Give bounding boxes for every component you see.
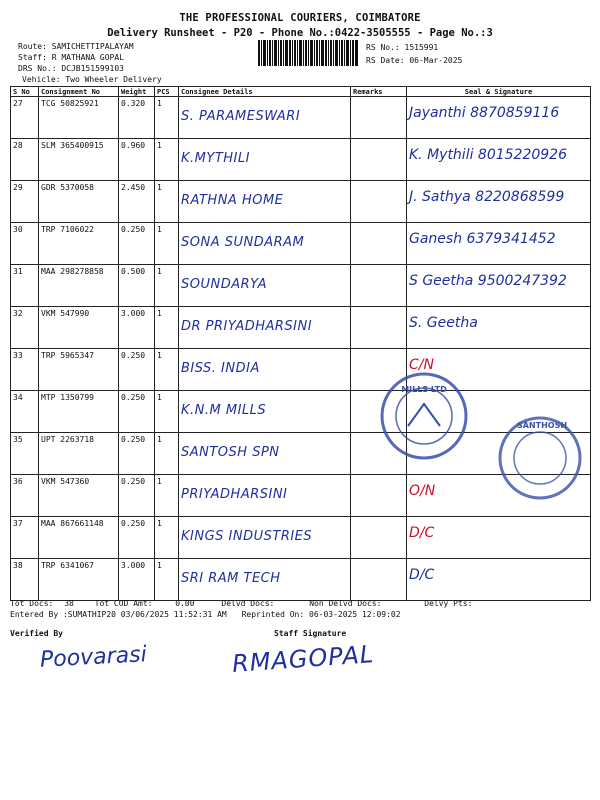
consignee-handwriting: DR PRIYADHARSINI (181, 319, 313, 334)
consignee-cell (179, 223, 351, 265)
consignee-handwriting: S. PARAMESWARI (181, 109, 301, 124)
meta-right (366, 41, 462, 67)
consignment-cell: TRP 7106022 (39, 223, 119, 265)
weight-cell: 0.250 (119, 517, 155, 559)
table-header-row (11, 87, 591, 97)
nondelvd-label: Non Delvd Docs: (309, 599, 382, 608)
sno-cell: 34 (11, 391, 39, 433)
signature-cell (407, 139, 591, 181)
remarks-cell (351, 181, 407, 223)
sno-cell: 30 (11, 223, 39, 265)
sno-cell: 27 (11, 97, 39, 139)
sno-cell: 33 (11, 349, 39, 391)
consignee-cell (179, 391, 351, 433)
pcs-cell: 1 (155, 223, 179, 265)
signature-handwriting: O/N (409, 483, 436, 499)
sno-cell: 28 (11, 139, 39, 181)
table-row (11, 223, 591, 265)
cod-amount: 0.00 (175, 599, 195, 608)
signature-handwriting: Ganesh 6379341452 (409, 231, 556, 247)
consignee-handwriting: SRI RAM TECH (181, 571, 281, 586)
table-row (11, 265, 591, 307)
col-header: Consignment No (39, 87, 119, 97)
sno-cell: 31 (11, 265, 39, 307)
weight-cell: 0.250 (119, 433, 155, 475)
remarks-cell (351, 223, 407, 265)
cod-label: Tot COD Amt: (94, 599, 153, 608)
entry-row (10, 609, 590, 620)
pcs-cell: 1 (155, 139, 179, 181)
consignment-cell: TRP 6341067 (39, 559, 119, 601)
drs-number: DRS No.: DCJB151599103 (18, 64, 124, 73)
consignee-handwriting: PRIYADHARSINI (181, 487, 288, 502)
consignee-handwriting: K.MYTHILI (181, 151, 250, 166)
remarks-cell (351, 475, 407, 517)
stamp-text: MILLS LTD (401, 385, 447, 394)
pcs-cell: 1 (155, 97, 179, 139)
signature-cell (407, 223, 591, 265)
pcs-cell: 1 (155, 433, 179, 475)
consignee-cell (179, 97, 351, 139)
table-row (11, 139, 591, 181)
vehicle: Vehicle: Two Wheeler Delivery (22, 75, 162, 84)
table-row (11, 349, 591, 391)
signature-cell (407, 517, 591, 559)
pcs-cell: 1 (155, 475, 179, 517)
remarks-cell (351, 307, 407, 349)
company-stamp (378, 370, 470, 462)
table-row (11, 97, 591, 139)
runsheet-table (10, 86, 591, 601)
signature-handwriting: J. Sathya 8220868599 (409, 189, 565, 205)
consignment-cell: TRP 5965347 (39, 349, 119, 391)
consignment-cell: UPT 2263718 (39, 433, 119, 475)
weight-cell: 3.000 (119, 307, 155, 349)
tot-docs: 38 (64, 599, 74, 608)
consignment-cell: MAA 298278858 (39, 265, 119, 307)
consignee-handwriting: K.N.M MILLS (181, 403, 267, 418)
pcs-cell: 1 (155, 349, 179, 391)
consignment-cell: MTP 1350799 (39, 391, 119, 433)
signature-handwriting: S Geetha 9500247392 (409, 273, 567, 289)
weight-cell: 0.320 (119, 97, 155, 139)
consignee-cell (179, 349, 351, 391)
table-row (11, 181, 591, 223)
pcs-cell: 1 (155, 517, 179, 559)
sno-cell: 36 (11, 475, 39, 517)
consignment-cell: VKM 547990 (39, 307, 119, 349)
remarks-cell (351, 265, 407, 307)
delvy-pts-label: Delvy Pts: (424, 599, 473, 608)
table-row (11, 517, 591, 559)
consignee-cell (179, 559, 351, 601)
document-subtitle: Delivery Runsheet - P20 - Phone No.:0422-3505555 - Page No.:3 (107, 27, 493, 39)
sno-cell: 35 (11, 433, 39, 475)
sno-cell: 37 (11, 517, 39, 559)
pcs-cell: 1 (155, 391, 179, 433)
consignee-handwriting: RATHNA HOME (181, 193, 284, 208)
sno-cell: 32 (11, 307, 39, 349)
signature-handwriting: K. Mythili 8015220926 (409, 147, 567, 163)
consignee-cell (179, 265, 351, 307)
table-row (11, 559, 591, 601)
consignee-handwriting: BISS. INDIA (181, 361, 260, 376)
signature-cell (407, 97, 591, 139)
delvd-label: Delvd Docs: (221, 599, 275, 608)
col-header: Consignee Details (179, 87, 351, 97)
remarks-cell (351, 517, 407, 559)
meta-left (18, 41, 162, 85)
pcs-cell: 1 (155, 265, 179, 307)
weight-cell: 0.500 (119, 265, 155, 307)
table-row (11, 307, 591, 349)
weight-cell: 3.000 (119, 559, 155, 601)
document-title: THE PROFESSIONAL COURIERS, COIMBATORE (179, 12, 421, 24)
signature-handwriting: C/N (409, 357, 434, 373)
sno-cell: 38 (11, 559, 39, 601)
pcs-cell: 1 (155, 181, 179, 223)
staff-signature: RMAGOPAL (231, 640, 376, 678)
entered-by: Entered By :SUMATHIP20 03/06/2025 11:52:31 AM (10, 610, 227, 619)
signature-cell (407, 181, 591, 223)
weight-cell: 0.250 (119, 391, 155, 433)
staff: Staff: R MATHANA GOPAL (18, 53, 124, 62)
signature-handwriting: Jayanthi 8870859116 (409, 105, 560, 121)
signature-cell (407, 559, 591, 601)
totals-row (10, 598, 590, 609)
signature-cell (407, 307, 591, 349)
consignee-handwriting: SOUNDARYA (181, 277, 267, 292)
consignee-cell (179, 181, 351, 223)
sno-cell: 29 (11, 181, 39, 223)
barcode (258, 40, 358, 66)
consignee-cell (179, 307, 351, 349)
consignee-cell (179, 475, 351, 517)
consignment-cell: GDR 5370058 (39, 181, 119, 223)
consignee-cell (179, 433, 351, 475)
staff-signature-label: Staff Signature (274, 629, 347, 638)
weight-cell: 0.250 (119, 475, 155, 517)
consignee-cell (179, 139, 351, 181)
col-header: Remarks (351, 87, 407, 97)
santhosh-stamp (490, 412, 590, 502)
weight-cell: 0.250 (119, 223, 155, 265)
tot-docs-label: Tot Docs: (10, 599, 54, 608)
pcs-cell: 1 (155, 559, 179, 601)
reprinted-on: Reprinted On: 06-03-2025 12:09:02 (241, 610, 401, 619)
col-header: Seal & Signature (407, 87, 591, 97)
weight-cell: 0.250 (119, 349, 155, 391)
verified-by-label: Verified By (10, 629, 63, 638)
signature-handwriting: D/C (409, 525, 435, 541)
signature-cell (407, 265, 591, 307)
consignee-cell (179, 517, 351, 559)
consignment-cell: SLM 365400915 (39, 139, 119, 181)
col-header: S No (11, 87, 39, 97)
col-header: Weight (119, 87, 155, 97)
consignee-handwriting: SANTOSH SPN (181, 445, 280, 460)
weight-cell: 0.960 (119, 139, 155, 181)
remarks-cell (351, 97, 407, 139)
consignee-handwriting: SONA SUNDARAM (181, 235, 305, 250)
col-header: PCS (155, 87, 179, 97)
rs-number: RS No.: 1515991 (366, 43, 439, 52)
rs-date: RS Date: 06-Mar-2025 (366, 56, 463, 65)
consignment-cell: MAA 867661148 (39, 517, 119, 559)
remarks-cell (351, 559, 407, 601)
stamp-text: SANTHOSH (516, 421, 568, 430)
signature-handwriting: S. Geetha (409, 315, 478, 331)
remarks-cell (351, 139, 407, 181)
pcs-cell: 1 (155, 307, 179, 349)
consignee-handwriting: KINGS INDUSTRIES (181, 529, 313, 544)
consignment-cell: TCG 50825921 (39, 97, 119, 139)
consignment-cell: VKM 547360 (39, 475, 119, 517)
weight-cell: 2.450 (119, 181, 155, 223)
verified-signature: Poovarasi (39, 642, 148, 673)
signature-handwriting: D/C (409, 567, 435, 583)
route: Route: SAMICHETTIPALAYAM (18, 42, 134, 51)
